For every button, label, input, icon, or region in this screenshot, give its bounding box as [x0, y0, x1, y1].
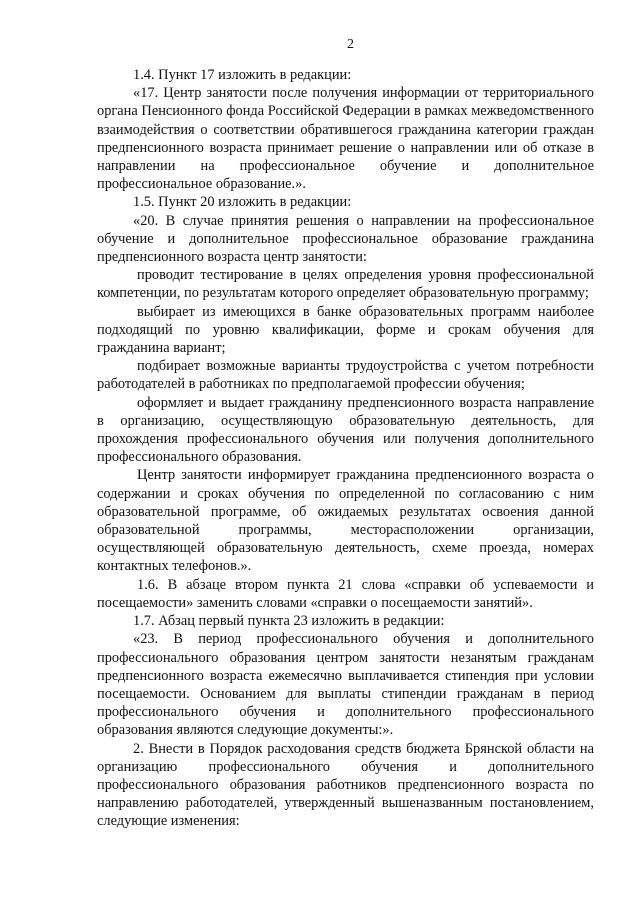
page-number: 2: [347, 37, 354, 52]
paragraph-point-20-intro: «20. В случае принятия решения о направлении на профессиональное обучение и дополнительное профессиональное образование гражданина предпенсионного возраста центр занятости:: [97, 212, 594, 266]
paragraph-2: 2. Внести в Порядок расходования средств бюджета Брянской области на организацию профессионального обучения и дополнительного профессионального образования работников предпенсионного возраста по направлению работодателей, утвержденный вышеназванным постановлением, следующие изменения:: [97, 740, 594, 830]
paragraph-referral: оформляет и выдает гражданину предпенсионного возраста направление в организацию, осуществляющую образовательную деятельность, для прохождения профессионального обучения или получения дополнительного профессионального образования.: [97, 394, 594, 466]
paragraph-1-6: 1.6. В абзаце втором пункта 21 слова «справки об успеваемости и посещаемости» заменить словами «справки о посещаемости занятий».: [97, 576, 594, 611]
paragraph-point-23-text: «23. В период профессионального обучения и дополнительного профессионального образования центром занятости незанятым гражданам предпенсионного возраста ежемесячно выплачивается стипендия при условии посещаемости. Основанием для выплаты стипендии гражданам в период профессионального обучения и дополнительного профессионального образования являются следующие документы:».: [97, 631, 594, 739]
paragraph-1-7-heading: 1.7. Абзац первый пункта 23 изложить в редакции:: [133, 613, 445, 630]
paragraph-informs-citizen: Центр занятости информирует гражданина предпенсионного возраста о содержании и сроках обучения по определенной по согласованию с ним образовательной программе, об ожидаемых результатах освоения данной образовательной программы, месторасположении организации, осуществляющей образовательную деятельность, схеме проезда, номерах контактных телефонов.».: [97, 467, 594, 575]
paragraph-selects-program: выбирает из имеющихся в банке образовательных программ наиболее подходящий по уровню квалификации, форме и срокам обучения для гражданина вариант;: [97, 303, 594, 357]
paragraph-1-5-heading: 1.5. Пункт 20 изложить в редакции:: [133, 194, 352, 211]
paragraph-point-17-text: «17. Центр занятости после получения информации от территориального органа Пенсионного фонда Российской Федерации в рамках межведомственного взаимодействия о соответствии обратившегося гражданина категории граждан предпенсионного возраста принимает решение о направлении или об отказе в направлении на профессиональное обучение и дополнительное профессиональное образование.».: [97, 85, 594, 193]
paragraph-employment-options: подбирает возможные варианты трудоустройства с учетом потребности работодателей в работниках по предполагаемой профессии обучения;: [97, 358, 594, 393]
paragraph-testing: проводит тестирование в целях определения уровня профессиональной компетенции, по результатам которого определяет образовательную программу;: [97, 267, 594, 302]
paragraph-1-4-heading: 1.4. Пункт 17 изложить в редакции:: [133, 67, 352, 83]
